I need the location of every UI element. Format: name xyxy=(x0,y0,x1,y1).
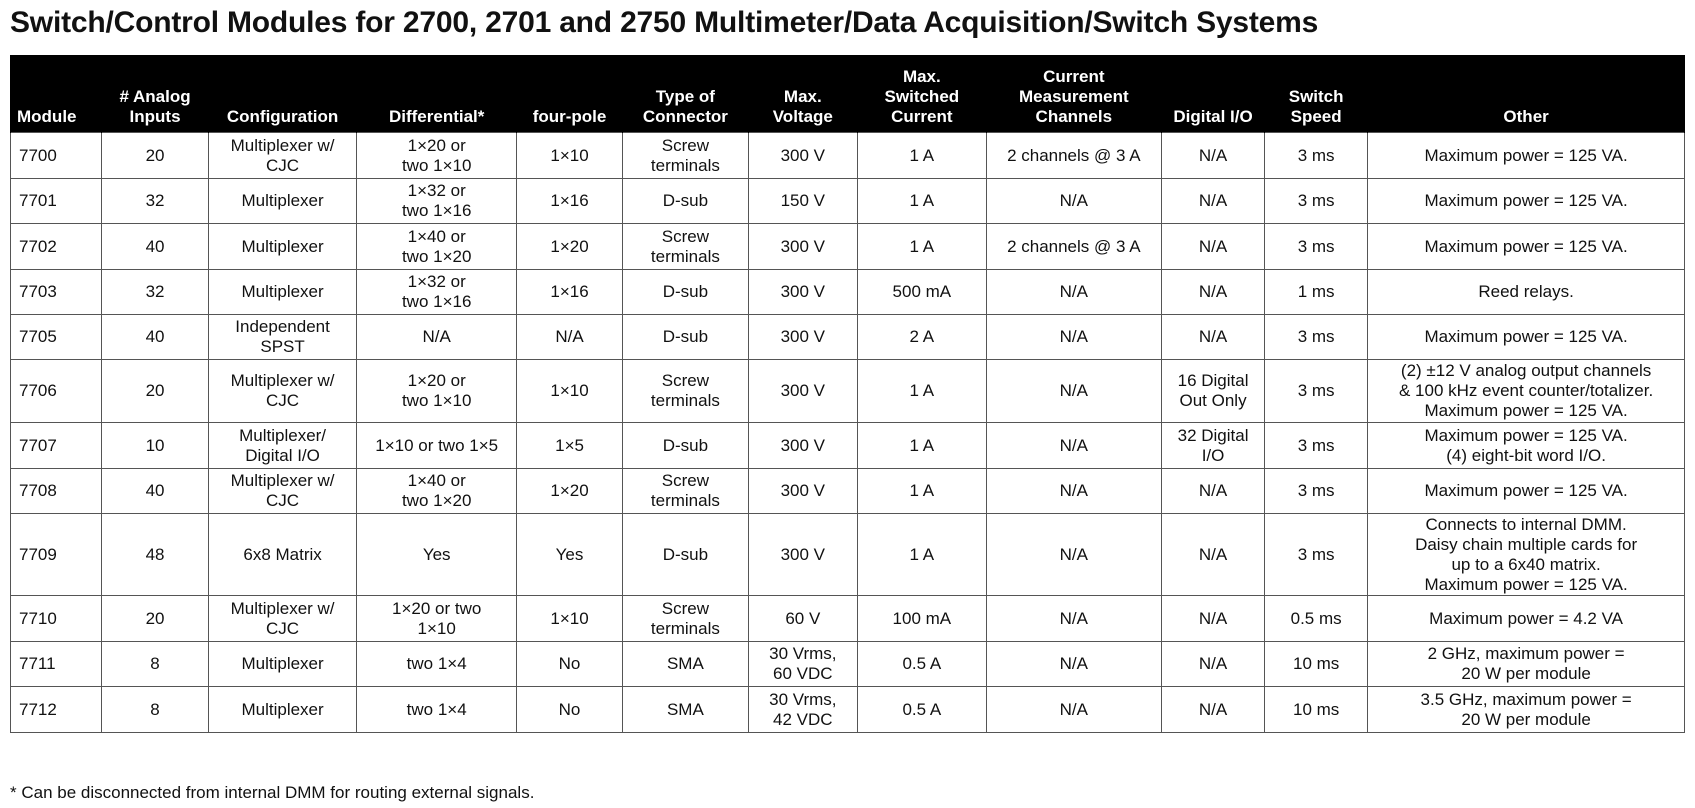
cell-max-switched-current: 1 A xyxy=(858,224,987,270)
cell-analog-inputs: 32 xyxy=(102,179,208,224)
cell-switch-speed: 3 ms xyxy=(1265,224,1368,270)
cell-connector-type: SMA xyxy=(623,642,748,687)
modules-table xyxy=(10,55,1685,733)
table-row xyxy=(11,423,1685,469)
cell-differential: 1×20 or two 1×10 xyxy=(357,133,516,179)
cell-switch-speed: 3 ms xyxy=(1265,179,1368,224)
cell-digital-io: N/A xyxy=(1162,596,1265,642)
cell-other: Maximum power = 125 VA. xyxy=(1368,179,1685,224)
cell-max-voltage: 300 V xyxy=(748,360,857,423)
page-title: Switch/Control Modules for 2700, 2701 and 2750 Multimeter/Data Acquisition/Switch Systems xyxy=(10,6,1319,39)
cell-digital-io: N/A xyxy=(1162,514,1265,596)
cell-max-voltage: 300 V xyxy=(748,315,857,360)
cell-max-voltage: 300 V xyxy=(748,270,857,315)
cell-analog-inputs: 32 xyxy=(102,270,208,315)
cell-module: 7702 xyxy=(11,224,102,270)
cell-digital-io: N/A xyxy=(1162,179,1265,224)
table-row xyxy=(11,315,1685,360)
cell-digital-io: N/A xyxy=(1162,642,1265,687)
table-row xyxy=(11,514,1685,596)
cell-analog-inputs: 40 xyxy=(102,469,208,514)
cell-current-measurement-channels: N/A xyxy=(986,360,1161,423)
cell-differential: 1×32 or two 1×16 xyxy=(357,179,516,224)
cell-analog-inputs: 20 xyxy=(102,360,208,423)
cell-current-measurement-channels: 2 channels @ 3 A xyxy=(986,224,1161,270)
cell-differential: 1×20 or two 1×10 xyxy=(357,360,516,423)
cell-switch-speed: 1 ms xyxy=(1265,270,1368,315)
header-differential: Differential* xyxy=(357,55,516,133)
cell-current-measurement-channels: N/A xyxy=(986,315,1161,360)
cell-switch-speed: 0.5 ms xyxy=(1265,596,1368,642)
cell-switch-speed: 3 ms xyxy=(1265,360,1368,423)
cell-connector-type: D-sub xyxy=(623,315,748,360)
cell-max-voltage: 300 V xyxy=(748,514,857,596)
cell-switch-speed: 10 ms xyxy=(1265,642,1368,687)
cell-four-pole: 1×5 xyxy=(516,423,622,469)
cell-configuration: 6x8 Matrix xyxy=(208,514,357,596)
cell-digital-io: N/A xyxy=(1162,270,1265,315)
cell-configuration: Independent SPST xyxy=(208,315,357,360)
cell-configuration: Multiplexer/ Digital I/O xyxy=(208,423,357,469)
cell-module: 7708 xyxy=(11,469,102,514)
cell-analog-inputs: 40 xyxy=(102,224,208,270)
footnote: * Can be disconnected from internal DMM for routing external signals. xyxy=(10,783,535,802)
cell-digital-io: N/A xyxy=(1162,469,1265,514)
cell-analog-inputs: 8 xyxy=(102,687,208,733)
cell-max-switched-current: 1 A xyxy=(858,133,987,179)
cell-current-measurement-channels: 2 channels @ 3 A xyxy=(986,133,1161,179)
cell-other: Connects to internal DMM. Daisy chain multiple cards for up to a 6x40 matrix. Maximum power = 125 VA. xyxy=(1368,514,1685,596)
table-row xyxy=(11,642,1685,687)
cell-max-switched-current: 100 mA xyxy=(858,596,987,642)
cell-connector-type: Screw terminals xyxy=(623,224,748,270)
cell-module: 7710 xyxy=(11,596,102,642)
header-row xyxy=(11,55,1685,133)
cell-max-voltage: 30 Vrms, 60 VDC xyxy=(748,642,857,687)
cell-four-pole: 1×16 xyxy=(516,270,622,315)
cell-current-measurement-channels: N/A xyxy=(986,270,1161,315)
cell-module: 7703 xyxy=(11,270,102,315)
header-max-voltage: Max. Voltage xyxy=(748,55,857,133)
cell-max-switched-current: 0.5 A xyxy=(858,687,987,733)
cell-module: 7711 xyxy=(11,642,102,687)
cell-configuration: Multiplexer xyxy=(208,224,357,270)
cell-configuration: Multiplexer xyxy=(208,270,357,315)
cell-module: 7712 xyxy=(11,687,102,733)
cell-max-switched-current: 1 A xyxy=(858,360,987,423)
cell-digital-io: N/A xyxy=(1162,224,1265,270)
cell-connector-type: D-sub xyxy=(623,423,748,469)
cell-configuration: Multiplexer xyxy=(208,642,357,687)
header-max-switched-current: Max. Switched Current xyxy=(858,55,987,133)
cell-digital-io: N/A xyxy=(1162,687,1265,733)
cell-connector-type: Screw terminals xyxy=(623,469,748,514)
cell-max-switched-current: 1 A xyxy=(858,514,987,596)
cell-configuration: Multiplexer xyxy=(208,179,357,224)
header-digital-io: Digital I/O xyxy=(1162,55,1265,133)
cell-four-pole: No xyxy=(516,687,622,733)
cell-configuration: Multiplexer w/ CJC xyxy=(208,469,357,514)
cell-digital-io: 32 Digital I/O xyxy=(1162,423,1265,469)
cell-other: 3.5 GHz, maximum power = 20 W per module xyxy=(1368,687,1685,733)
cell-other: (2) ±12 V analog output channels & 100 kHz event counter/totalizer. Maximum power = 125 VA. xyxy=(1368,360,1685,423)
cell-other: Maximum power = 125 VA. xyxy=(1368,315,1685,360)
cell-max-switched-current: 2 A xyxy=(858,315,987,360)
cell-other: Maximum power = 125 VA. xyxy=(1368,133,1685,179)
cell-module: 7709 xyxy=(11,514,102,596)
cell-current-measurement-channels: N/A xyxy=(986,514,1161,596)
cell-max-voltage: 300 V xyxy=(748,133,857,179)
table-row xyxy=(11,687,1685,733)
cell-four-pole: 1×20 xyxy=(516,469,622,514)
cell-max-voltage: 300 V xyxy=(748,469,857,514)
cell-four-pole: 1×10 xyxy=(516,133,622,179)
cell-differential: 1×40 or two 1×20 xyxy=(357,224,516,270)
cell-max-switched-current: 1 A xyxy=(858,179,987,224)
cell-max-voltage: 60 V xyxy=(748,596,857,642)
cell-other: Reed relays. xyxy=(1368,270,1685,315)
cell-configuration: Multiplexer w/ CJC xyxy=(208,596,357,642)
header-connector-type: Type of Connector xyxy=(623,55,748,133)
cell-max-voltage: 30 Vrms, 42 VDC xyxy=(748,687,857,733)
header-analog-inputs: # Analog Inputs xyxy=(102,55,208,133)
cell-current-measurement-channels: N/A xyxy=(986,469,1161,514)
cell-connector-type: Screw terminals xyxy=(623,360,748,423)
cell-analog-inputs: 48 xyxy=(102,514,208,596)
cell-digital-io: N/A xyxy=(1162,133,1265,179)
cell-other: Maximum power = 125 VA. (4) eight-bit word I/O. xyxy=(1368,423,1685,469)
cell-current-measurement-channels: N/A xyxy=(986,423,1161,469)
header-other: Other xyxy=(1368,55,1685,133)
cell-four-pole: Yes xyxy=(516,514,622,596)
cell-configuration: Multiplexer w/ CJC xyxy=(208,133,357,179)
cell-four-pole: 1×20 xyxy=(516,224,622,270)
header-current-measurement-channels: Current Measurement Channels xyxy=(986,55,1161,133)
cell-other: Maximum power = 125 VA. xyxy=(1368,224,1685,270)
cell-configuration: Multiplexer w/ CJC xyxy=(208,360,357,423)
cell-module: 7701 xyxy=(11,179,102,224)
cell-analog-inputs: 20 xyxy=(102,133,208,179)
cell-max-voltage: 300 V xyxy=(748,423,857,469)
cell-other: Maximum power = 125 VA. xyxy=(1368,469,1685,514)
cell-four-pole: 1×10 xyxy=(516,596,622,642)
table-row xyxy=(11,179,1685,224)
cell-max-switched-current: 1 A xyxy=(858,423,987,469)
cell-digital-io: 16 Digital Out Only xyxy=(1162,360,1265,423)
table-row xyxy=(11,469,1685,514)
cell-differential: 1×20 or two 1×10 xyxy=(357,596,516,642)
cell-four-pole: 1×16 xyxy=(516,179,622,224)
cell-switch-speed: 3 ms xyxy=(1265,423,1368,469)
header-module: Module xyxy=(11,55,102,133)
cell-switch-speed: 3 ms xyxy=(1265,514,1368,596)
table-row xyxy=(11,224,1685,270)
table-row xyxy=(11,270,1685,315)
cell-connector-type: D-sub xyxy=(623,270,748,315)
cell-analog-inputs: 20 xyxy=(102,596,208,642)
cell-four-pole: N/A xyxy=(516,315,622,360)
cell-module: 7707 xyxy=(11,423,102,469)
header-four-pole: four-pole xyxy=(516,55,622,133)
cell-connector-type: Screw terminals xyxy=(623,596,748,642)
cell-switch-speed: 10 ms xyxy=(1265,687,1368,733)
cell-max-voltage: 300 V xyxy=(748,224,857,270)
cell-current-measurement-channels: N/A xyxy=(986,687,1161,733)
cell-differential: 1×32 or two 1×16 xyxy=(357,270,516,315)
cell-differential: two 1×4 xyxy=(357,642,516,687)
table-body xyxy=(11,133,1685,733)
cell-max-switched-current: 500 mA xyxy=(858,270,987,315)
cell-module: 7706 xyxy=(11,360,102,423)
cell-analog-inputs: 10 xyxy=(102,423,208,469)
cell-four-pole: No xyxy=(516,642,622,687)
cell-differential: 1×40 or two 1×20 xyxy=(357,469,516,514)
header-configuration: Configuration xyxy=(208,55,357,133)
cell-connector-type: SMA xyxy=(623,687,748,733)
cell-differential: N/A xyxy=(357,315,516,360)
cell-connector-type: D-sub xyxy=(623,179,748,224)
cell-switch-speed: 3 ms xyxy=(1265,133,1368,179)
cell-other: Maximum power = 4.2 VA xyxy=(1368,596,1685,642)
header-switch-speed: Switch Speed xyxy=(1265,55,1368,133)
cell-differential: Yes xyxy=(357,514,516,596)
cell-configuration: Multiplexer xyxy=(208,687,357,733)
cell-digital-io: N/A xyxy=(1162,315,1265,360)
cell-max-switched-current: 0.5 A xyxy=(858,642,987,687)
cell-switch-speed: 3 ms xyxy=(1265,469,1368,514)
cell-connector-type: D-sub xyxy=(623,514,748,596)
cell-current-measurement-channels: N/A xyxy=(986,596,1161,642)
cell-module: 7700 xyxy=(11,133,102,179)
table-row xyxy=(11,133,1685,179)
cell-max-voltage: 150 V xyxy=(748,179,857,224)
cell-four-pole: 1×10 xyxy=(516,360,622,423)
cell-other: 2 GHz, maximum power = 20 W per module xyxy=(1368,642,1685,687)
cell-differential: two 1×4 xyxy=(357,687,516,733)
cell-analog-inputs: 8 xyxy=(102,642,208,687)
cell-connector-type: Screw terminals xyxy=(623,133,748,179)
cell-analog-inputs: 40 xyxy=(102,315,208,360)
table-row xyxy=(11,596,1685,642)
cell-differential: 1×10 or two 1×5 xyxy=(357,423,516,469)
cell-current-measurement-channels: N/A xyxy=(986,642,1161,687)
cell-module: 7705 xyxy=(11,315,102,360)
cell-switch-speed: 3 ms xyxy=(1265,315,1368,360)
table-row xyxy=(11,360,1685,423)
cell-current-measurement-channels: N/A xyxy=(986,179,1161,224)
cell-max-switched-current: 1 A xyxy=(858,469,987,514)
